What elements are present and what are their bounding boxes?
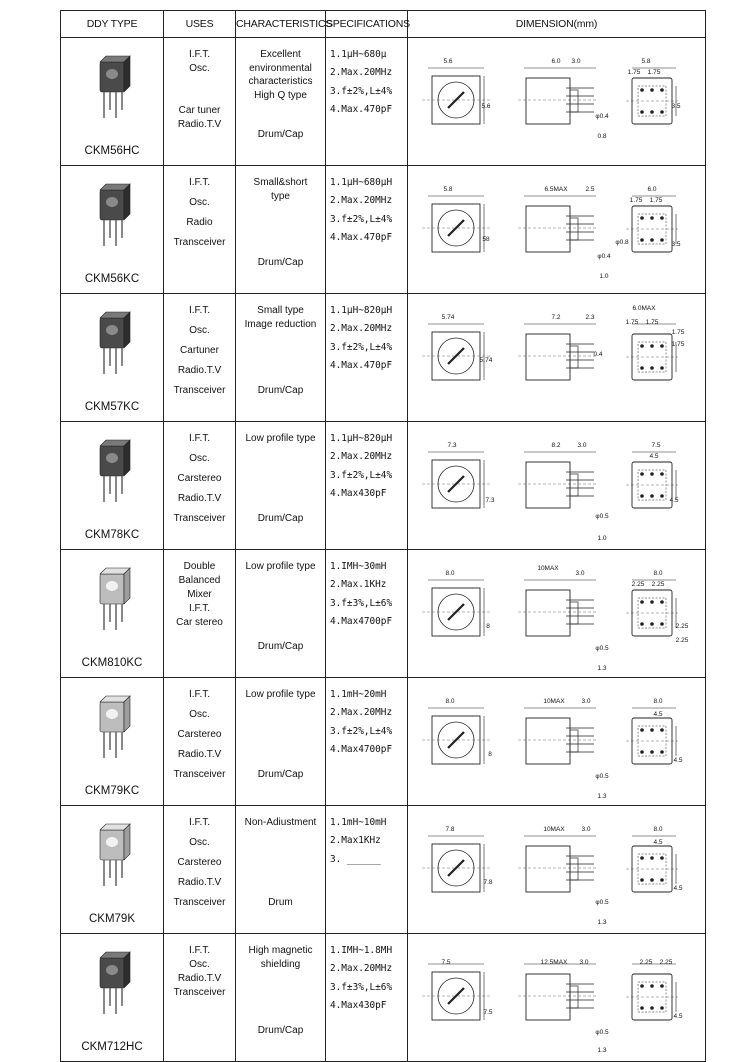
spec-line: 1.1μH~680μH bbox=[330, 177, 393, 188]
spec-table bbox=[60, 10, 706, 1062]
coil-photo-icon bbox=[92, 436, 132, 508]
use-line: Osc. bbox=[189, 837, 210, 848]
dimension-label: 2.25 bbox=[631, 581, 645, 588]
characteristic-line: Low profile type bbox=[245, 433, 316, 444]
dimension-label: 1.3 bbox=[597, 1047, 607, 1054]
use-line: I.F.T. bbox=[188, 177, 211, 188]
spec-line: 2.Max1KHz bbox=[330, 835, 381, 847]
dimension-drawing bbox=[408, 38, 704, 153]
dimension-label: 2.5 bbox=[585, 186, 595, 193]
dimension-label: 1.75 bbox=[671, 341, 685, 348]
dimension-label: 4.5 bbox=[653, 839, 663, 846]
dimension-label: 7.3 bbox=[447, 442, 457, 449]
dimension-label: 4.5 bbox=[673, 757, 683, 764]
header-specifications: SPECIFICATIONS bbox=[326, 11, 408, 38]
type-cell bbox=[61, 294, 164, 422]
dimension-label: 3.5 bbox=[671, 103, 681, 110]
use-line: I.F.T. bbox=[188, 603, 211, 614]
dimension-label: 3.5 bbox=[671, 241, 681, 248]
dimension-label: 1.75 bbox=[627, 69, 641, 76]
dimension-label: 4.5 bbox=[673, 1013, 683, 1020]
specifications-cell bbox=[326, 806, 408, 934]
coil-photo-icon bbox=[92, 564, 132, 636]
characteristic-line: Low profile type bbox=[245, 561, 316, 572]
dimension-label: 1.75 bbox=[629, 197, 643, 204]
spec-line: 4.Max4700pF bbox=[330, 615, 393, 627]
type-cell bbox=[61, 550, 164, 678]
dimension-cell bbox=[408, 806, 706, 934]
spec-line: 1.1mH~10mH bbox=[330, 817, 387, 828]
characteristic-line: type bbox=[271, 190, 290, 202]
use-line: Osc. bbox=[189, 959, 210, 970]
use-line: Carstereo bbox=[177, 857, 222, 868]
dimension-label: 7.2 bbox=[551, 314, 561, 321]
type-cell bbox=[61, 166, 164, 294]
dimension-label: 4.5 bbox=[673, 885, 683, 892]
type-cell bbox=[61, 678, 164, 806]
dimension-label: 10MAX bbox=[543, 698, 565, 705]
spec-line: 4.Max.470pF bbox=[330, 231, 393, 243]
dimension-label: 10MAX bbox=[537, 565, 559, 572]
dimension-label: 1.75 bbox=[625, 319, 639, 326]
dimension-label: 7.5 bbox=[441, 959, 451, 966]
dimension-label: φ0.5 bbox=[595, 513, 609, 520]
characteristic-line: Small type bbox=[257, 305, 304, 316]
spec-line: 3.f±3%,L±6% bbox=[330, 597, 393, 609]
dimension-label: φ0.5 bbox=[595, 1029, 609, 1036]
dimension-cell bbox=[408, 166, 706, 294]
uses-cell bbox=[164, 550, 236, 678]
specifications-cell bbox=[326, 934, 408, 1062]
use-line: Radio bbox=[186, 217, 213, 228]
uses-cell bbox=[164, 166, 236, 294]
dimension-label: 3.0 bbox=[581, 826, 591, 833]
use-line: Car stereo bbox=[176, 617, 223, 628]
dimension-label: 10MAX bbox=[543, 826, 565, 833]
dimension-label: 4.5 bbox=[649, 453, 659, 460]
spec-line: 3.f±2%,L±4% bbox=[330, 341, 393, 353]
dimension-label: φ0.5 bbox=[595, 773, 609, 780]
spec-line: 4.Max430pF bbox=[330, 999, 387, 1011]
spec-line: 3.f±3%,L±6% bbox=[330, 981, 393, 993]
dimension-label: 2.25 bbox=[639, 959, 653, 966]
characteristic-line: Small&short bbox=[253, 177, 308, 188]
characteristic-line: Image reduction bbox=[244, 318, 317, 330]
dimension-drawing bbox=[408, 422, 704, 542]
use-line: Car tuner bbox=[178, 105, 221, 116]
model-name: CKM810KC bbox=[81, 657, 143, 669]
dimension-label: 3.0 bbox=[575, 570, 585, 577]
type-cell bbox=[61, 422, 164, 550]
dimension-label: 6.0 bbox=[647, 186, 657, 193]
use-line: Osc. bbox=[189, 709, 210, 720]
characteristics-cell bbox=[236, 934, 326, 1062]
table-row bbox=[61, 934, 706, 1062]
spec-line: 1.1μH~820μH bbox=[330, 305, 393, 316]
dimension-label: 4.5 bbox=[653, 711, 663, 718]
use-line: Cartuner bbox=[180, 345, 219, 356]
spec-line: 1.IMH~1.8MH bbox=[330, 945, 393, 956]
dimension-label: φ0.5 bbox=[595, 899, 609, 906]
uses-cell bbox=[164, 294, 236, 422]
use-line: Radio.T.V bbox=[177, 973, 222, 984]
model-name: CKM78KC bbox=[84, 529, 140, 541]
table-row bbox=[61, 166, 706, 294]
dimension-label: 7.5 bbox=[483, 1009, 493, 1016]
use-line bbox=[164, 90, 235, 104]
dimension-label: 7.8 bbox=[445, 826, 455, 833]
table-row bbox=[61, 294, 706, 422]
dimension-label: 8.0 bbox=[653, 570, 663, 577]
spec-line: 2.Max.20MHz bbox=[330, 195, 393, 207]
use-line: Carstereo bbox=[177, 729, 222, 740]
spec-line: 2.Max.20MHz bbox=[330, 323, 393, 335]
use-line: Osc. bbox=[189, 63, 210, 74]
model-name: CKM79KC bbox=[84, 785, 140, 797]
dimension-label: 1.0 bbox=[599, 273, 609, 280]
characteristics-cell bbox=[236, 550, 326, 678]
characteristics-cell bbox=[236, 166, 326, 294]
characteristic-line: Non-Adiustment bbox=[244, 817, 317, 828]
use-line: I.F.T. bbox=[188, 49, 211, 60]
use-line: Balanced bbox=[178, 575, 221, 586]
dimension-label: 5.6 bbox=[443, 58, 453, 65]
dimension-label: 1.75 bbox=[647, 69, 661, 76]
dimension-label: 1.75 bbox=[645, 319, 659, 326]
specifications-cell bbox=[326, 678, 408, 806]
spec-line: 4.Max4700pF bbox=[330, 743, 393, 755]
dimension-label: 3.0 bbox=[577, 442, 587, 449]
spec-line: 3.f±2%,L±4% bbox=[330, 213, 393, 225]
use-line: Osc. bbox=[189, 197, 210, 208]
dimension-cell bbox=[408, 294, 706, 422]
dimension-label: 2.25 bbox=[659, 959, 673, 966]
use-line: Transceiver bbox=[173, 385, 226, 396]
spec-line: 1.IMH~30mH bbox=[330, 561, 387, 572]
uses-cell bbox=[164, 38, 236, 166]
use-line: I.F.T. bbox=[188, 689, 211, 700]
dimension-label: 8.2 bbox=[551, 442, 561, 449]
dimension-label: 2.25 bbox=[675, 623, 689, 630]
use-line: Radio.T.V bbox=[177, 493, 222, 504]
dimension-label: 1.3 bbox=[597, 793, 607, 800]
header-dimension: DIMENSION(mm) bbox=[408, 11, 706, 38]
dimension-label: 4.5 bbox=[669, 497, 679, 504]
header-uses: USES bbox=[164, 11, 236, 38]
use-line: Osc. bbox=[189, 325, 210, 336]
dimension-label: 6.0MAX bbox=[632, 305, 656, 312]
dimension-label: 1.3 bbox=[597, 665, 607, 672]
package-type: Drum/Cap bbox=[257, 512, 304, 524]
use-line: Transceiver bbox=[173, 513, 226, 524]
dimension-cell bbox=[408, 678, 706, 806]
dimension-drawing bbox=[408, 166, 704, 281]
dimension-drawing bbox=[408, 806, 704, 926]
dimension-label: 12.5MAX bbox=[540, 959, 568, 966]
package-type: Drum/Cap bbox=[257, 768, 304, 780]
dimension-label: 2.3 bbox=[585, 314, 595, 321]
characteristic-line: environmental bbox=[249, 62, 312, 74]
table-row bbox=[61, 38, 706, 166]
package-type: Drum/Cap bbox=[257, 1024, 304, 1036]
type-cell bbox=[61, 806, 164, 934]
dimension-drawing bbox=[408, 550, 704, 672]
use-line: Radio.T.V bbox=[177, 877, 222, 888]
coil-photo-icon bbox=[92, 692, 132, 764]
dimension-label: 5.8 bbox=[641, 58, 651, 65]
dimension-label: 8 bbox=[486, 623, 490, 630]
type-cell bbox=[61, 38, 164, 166]
use-line: Radio.T.V bbox=[177, 365, 222, 376]
use-line: Double bbox=[183, 561, 216, 572]
dimension-label: 58 bbox=[482, 236, 490, 243]
coil-photo-icon bbox=[92, 820, 132, 892]
dimension-cell bbox=[408, 934, 706, 1062]
model-name: CKM712HC bbox=[81, 1041, 143, 1053]
type-cell bbox=[61, 934, 164, 1062]
dimension-label: 1.75 bbox=[649, 197, 663, 204]
dimension-label: 2.25 bbox=[675, 637, 689, 644]
specifications-cell bbox=[326, 550, 408, 678]
dimension-label: 8 bbox=[488, 751, 492, 758]
dimension-label: φ0.5 bbox=[595, 645, 609, 652]
use-line: Radio.T.V bbox=[177, 749, 222, 760]
package-type: Drum/Cap bbox=[257, 128, 304, 140]
spec-line: 2.Max.20MHz bbox=[330, 707, 393, 719]
dimension-cell bbox=[408, 550, 706, 678]
spec-line: 1.1μH~680μ bbox=[330, 49, 387, 60]
package-type: Drum bbox=[268, 896, 293, 908]
use-line: Radio.T.V bbox=[177, 119, 222, 130]
dimension-label: φ0.4 bbox=[597, 253, 611, 260]
dimension-drawing bbox=[408, 934, 704, 1054]
dimension-label: 1.0 bbox=[597, 535, 607, 542]
dimension-label: 5.74 bbox=[441, 314, 455, 321]
dimension-label: 8.0 bbox=[653, 826, 663, 833]
use-line bbox=[164, 76, 235, 90]
model-name: CKM57KC bbox=[84, 401, 140, 413]
dimension-label: 3.0 bbox=[571, 58, 581, 65]
use-line: Transceiver bbox=[173, 769, 226, 780]
dimension-label: 3.0 bbox=[579, 959, 589, 966]
characteristics-cell bbox=[236, 806, 326, 934]
specifications-cell bbox=[326, 294, 408, 422]
dimension-label: 0.8 bbox=[597, 133, 607, 140]
use-line: Transceiver bbox=[173, 237, 226, 248]
dimension-label: 0.4 bbox=[593, 351, 603, 358]
dimension-cell bbox=[408, 38, 706, 166]
spec-line: 3.f±2%,L±4% bbox=[330, 469, 393, 481]
dimension-label: 7.5 bbox=[651, 442, 661, 449]
header-type: DDY TYPE bbox=[61, 11, 164, 38]
table-body bbox=[61, 38, 706, 1062]
dimension-cell bbox=[408, 422, 706, 550]
characteristics-cell bbox=[236, 422, 326, 550]
use-line: Carstereo bbox=[177, 473, 222, 484]
package-type: Drum/Cap bbox=[257, 384, 304, 396]
dimension-label: 8.0 bbox=[653, 698, 663, 705]
dimension-drawing bbox=[408, 294, 704, 409]
table-row bbox=[61, 678, 706, 806]
model-name: CKM79K bbox=[88, 913, 136, 925]
characteristics-cell bbox=[236, 678, 326, 806]
spec-line: 2.Max.20MHz bbox=[330, 963, 393, 975]
spec-line: 3. ______ bbox=[330, 853, 381, 865]
use-line: I.F.T. bbox=[188, 817, 211, 828]
dimension-label: 5.8 bbox=[443, 186, 453, 193]
dimension-label: 7.8 bbox=[483, 879, 493, 886]
spec-line: 1.1μH~820μH bbox=[330, 433, 393, 444]
header-row bbox=[61, 11, 706, 38]
spec-line: 4.Max430pF bbox=[330, 487, 387, 499]
spec-line: 3.f±2%,L±4% bbox=[330, 85, 393, 97]
spec-line: 3.f±2%,L±4% bbox=[330, 725, 393, 737]
use-line: Osc. bbox=[189, 453, 210, 464]
characteristic-line: Excellent bbox=[260, 49, 301, 60]
dimension-label: 3.0 bbox=[581, 698, 591, 705]
characteristic-line: characteristics bbox=[248, 76, 313, 87]
coil-photo-icon bbox=[92, 308, 132, 380]
use-line: I.F.T. bbox=[188, 433, 211, 444]
coil-photo-icon bbox=[92, 180, 132, 252]
dimension-label: 1.3 bbox=[597, 919, 607, 926]
spec-line: 4.Max.470pF bbox=[330, 359, 393, 371]
spec-line: 2.Max.20MHz bbox=[330, 451, 393, 463]
dimension-label: 8.0 bbox=[445, 570, 455, 577]
use-line: Mixer bbox=[187, 589, 212, 600]
dimension-label: 7.3 bbox=[485, 497, 495, 504]
package-type: Drum/Cap bbox=[257, 640, 304, 652]
characteristic-line: Low profile type bbox=[245, 689, 316, 700]
dimension-label: 8.0 bbox=[445, 698, 455, 705]
dimension-label: 6.5MAX bbox=[544, 186, 568, 193]
use-line: Transceiver bbox=[173, 897, 226, 908]
header-characteristics: CHARACTERISTICS bbox=[236, 11, 326, 38]
specifications-cell bbox=[326, 38, 408, 166]
uses-cell bbox=[164, 934, 236, 1062]
use-line: I.F.T. bbox=[188, 305, 211, 316]
specifications-cell bbox=[326, 166, 408, 294]
spec-line: 1.1mH~20mH bbox=[330, 689, 387, 700]
uses-cell bbox=[164, 806, 236, 934]
dimension-label: φ0.4 bbox=[595, 113, 609, 120]
dimension-label: 5.6 bbox=[481, 103, 491, 110]
uses-cell bbox=[164, 678, 236, 806]
model-name: CKM56KC bbox=[84, 273, 140, 285]
coil-photo-icon bbox=[92, 52, 132, 124]
spec-line: 2.Max.20MHz bbox=[330, 67, 393, 79]
table-row bbox=[61, 422, 706, 550]
model-name: CKM56HC bbox=[84, 145, 140, 157]
dimension-drawing bbox=[408, 678, 704, 800]
specifications-cell bbox=[326, 422, 408, 550]
dimension-label: 5.74 bbox=[479, 357, 493, 364]
use-line: Transceiver bbox=[173, 987, 226, 998]
dimension-label: 2.25 bbox=[651, 581, 665, 588]
package-type: Drum/Cap bbox=[257, 256, 304, 268]
table-row bbox=[61, 806, 706, 934]
dimension-label: 6.0 bbox=[551, 58, 561, 65]
characteristics-cell bbox=[236, 38, 326, 166]
uses-cell bbox=[164, 422, 236, 550]
use-line: I.F.T. bbox=[188, 945, 211, 956]
spec-line: 2.Max.1KHz bbox=[330, 579, 387, 591]
dimension-label: φ0.8 bbox=[615, 239, 629, 246]
table-row bbox=[61, 550, 706, 678]
spec-line: 4.Max.470pF bbox=[330, 103, 393, 115]
characteristics-cell bbox=[236, 294, 326, 422]
characteristic-line: High Q type bbox=[254, 89, 307, 101]
characteristic-line: High magnetic bbox=[248, 945, 313, 956]
dimension-label: 1.75 bbox=[671, 329, 685, 336]
coil-photo-icon bbox=[92, 948, 132, 1020]
characteristic-line: shielding bbox=[260, 958, 301, 970]
